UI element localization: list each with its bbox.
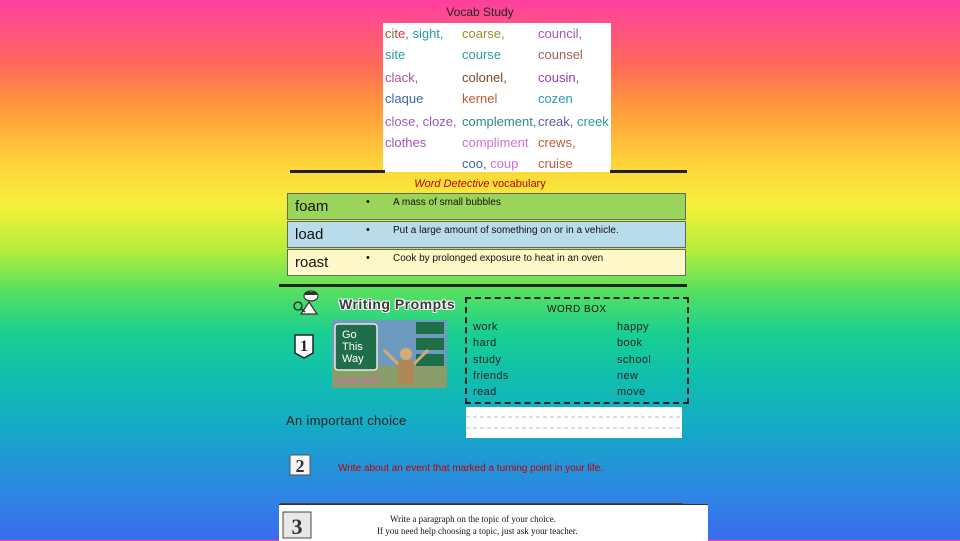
prompt-one-text: An important choice: [286, 413, 407, 428]
divider-left: [290, 170, 385, 173]
homophone-line: [462, 88, 507, 109]
homophone-line: [538, 88, 579, 109]
homophone-line: [385, 88, 423, 109]
page-title: Vocab Study: [446, 5, 514, 19]
homophone-group: [538, 111, 609, 153]
writing-prompts-heading: Writing Prompts: [339, 296, 456, 312]
homophone-word: close, cloze,: [385, 114, 457, 129]
vocab-bullet: •: [366, 252, 370, 264]
number-one-icon: [292, 333, 316, 359]
number-three-label: 3: [291, 514, 303, 539]
homophone-word: cruise: [538, 156, 573, 171]
homophone-line: [462, 23, 505, 44]
number-two-label: 2: [295, 456, 305, 476]
writing-lines[interactable]: [466, 407, 682, 438]
word-detective-title-italic: Word Detective: [414, 178, 490, 190]
homophone-line: [462, 153, 518, 174]
homophone-line: [385, 44, 444, 65]
homophone-word: crews,: [538, 135, 576, 150]
homophone-group: [462, 23, 505, 65]
sign-text-way: Way: [342, 353, 364, 365]
homophone-line: [538, 67, 579, 88]
word-box-word: hard: [473, 337, 497, 350]
homophone-word: compliment: [462, 135, 529, 150]
homophone-word: kernel: [462, 91, 498, 106]
homophone-group: [538, 23, 583, 65]
word-box-word: work: [473, 321, 498, 333]
homophone-line: [538, 111, 609, 132]
homophone-word: claque: [385, 91, 424, 106]
number-three-icon: [282, 511, 312, 539]
homophone-word: site: [385, 47, 406, 62]
number-two-icon: [289, 454, 311, 476]
homophone-line: [385, 67, 423, 88]
homophone-line: [538, 44, 583, 65]
divider-right: [610, 170, 687, 173]
word-box-word: happy: [617, 321, 649, 333]
prompt-three-help-text: If you need help choosing a topic, just ask your teacher.: [377, 526, 578, 536]
vocab-row: [287, 221, 686, 248]
sign-text-this: This: [342, 341, 363, 353]
homophone-word: complement,: [462, 114, 537, 129]
vocab-word: roast: [295, 254, 329, 271]
homophone-word: i: [391, 26, 395, 41]
word-box-word: study: [473, 353, 502, 366]
homophone-line: [538, 132, 609, 153]
vocab-definition: Cook by prolonged exposure to heat in an oven: [393, 253, 604, 264]
homophone-word: coo,: [462, 156, 491, 171]
word-box-column-2: [617, 319, 651, 400]
homophone-line: [385, 23, 444, 44]
homophone-word: , sight,: [405, 26, 444, 41]
homophone-word: creak,: [538, 114, 578, 129]
homophone-word: coarse,: [462, 26, 505, 41]
homophone-line: [385, 111, 457, 132]
homophone-group: [538, 67, 579, 109]
number-one-label: 1: [300, 338, 308, 355]
homophone-word: course: [462, 47, 502, 62]
homophone-line: [462, 111, 536, 132]
homophone-word: te: [394, 26, 406, 41]
homophone-group: [462, 111, 536, 153]
vocab-definition: Put a large amount of something on or in a vehicle.: [393, 225, 619, 236]
vocab-bullet: •: [366, 196, 370, 208]
word-box-word: new: [617, 369, 639, 382]
word-box-word: move: [617, 386, 646, 399]
homophone-line: [462, 44, 505, 65]
word-box-title: WORD BOX: [547, 304, 607, 315]
crossroads-photo: [332, 320, 447, 388]
vocab-row: [287, 249, 686, 276]
vocab-bullet: •: [366, 224, 370, 236]
homophone-word: clothes: [385, 135, 427, 150]
homophone-word: colonel,: [462, 70, 507, 85]
homophone-group: [385, 23, 444, 65]
homophone-line: [385, 132, 457, 153]
detective-icon: [289, 288, 327, 318]
homophone-word: cozen: [538, 91, 573, 106]
homophone-line: [462, 67, 507, 88]
homophone-group: [385, 67, 423, 109]
homophone-word: clack,: [385, 70, 419, 85]
word-box-word: friends: [473, 369, 509, 382]
divider-bottom: [279, 284, 687, 287]
word-box-word: read: [473, 386, 497, 399]
homophone-word: coup: [490, 156, 519, 171]
sign-text-go: Go: [342, 329, 357, 341]
word-box-column-1: [473, 319, 509, 400]
homophone-word: cousin,: [538, 70, 580, 85]
homophone-group: [462, 153, 518, 174]
prompt-two-text: Write about an event that marked a turning point in your life.: [338, 463, 603, 474]
prompt-three-text: Write a paragraph on the topic of your choice.: [390, 514, 556, 524]
vocab-definition: A mass of small bubbles: [393, 197, 501, 208]
homophone-word: council,: [538, 26, 583, 41]
homophone-word: counsel: [538, 47, 583, 62]
word-box-word: book: [617, 337, 643, 350]
word-detective-title: [0, 178, 960, 190]
vocab-word: load: [295, 226, 324, 243]
homophone-group: [462, 67, 507, 109]
homophone-word: c: [385, 26, 392, 41]
word-box: [465, 297, 689, 404]
vocab-row: [287, 193, 686, 220]
word-detective-title-rest: vocabulary: [489, 178, 546, 190]
homophone-word-panel: [383, 23, 611, 172]
vocab-word: foam: [295, 198, 329, 215]
homophone-group: [538, 153, 573, 174]
photo-caption: TRUE PATH: [336, 377, 381, 386]
homophone-group: [385, 111, 457, 153]
homophone-line: [538, 153, 573, 174]
word-box-word: school: [617, 353, 652, 366]
homophone-line: [538, 23, 583, 44]
homophone-line: [462, 132, 536, 153]
homophone-word: creek: [577, 114, 609, 129]
